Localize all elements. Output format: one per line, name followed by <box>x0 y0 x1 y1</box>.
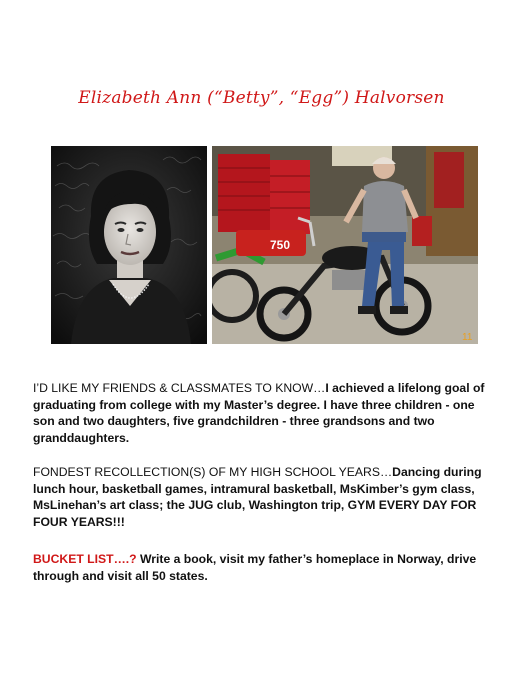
photo-date-stamp: 11 <box>462 332 473 343</box>
know-paragraph <box>33 380 493 446</box>
garage-illustration <box>212 146 478 344</box>
garage-motorcycle-photo <box>212 146 478 344</box>
svg-text:750: 750 <box>270 238 291 252</box>
bucket-paragraph <box>33 551 493 584</box>
bucket-text: Write a book, visit my father’s homeplace in Norway, drive through and visit all 50 states. <box>33 552 477 583</box>
portrait-illustration <box>51 146 207 344</box>
know-text: I achieved a lifelong goal of graduating from college with my Master’s degree. I have three children - one son and two daughters, five grandchildren - three grandsons and two granddaughters. <box>33 381 485 445</box>
know-heading: I’D LIKE MY FRIENDS & CLASSMATES TO KNOW… <box>33 381 326 395</box>
fondest-text: Dancing during lunch hour, basketball games, intramural basketball, MsKimber’s gym class, MsLinehan’s art class; the JUG club, Washington trip, GYM EVERY DAY FOR FOUR YEARS!!! <box>33 465 482 529</box>
fondest-paragraph <box>33 464 493 530</box>
bucket-heading: BUCKET LIST….? <box>33 552 137 566</box>
fondest-heading: FONDEST RECOLLECTION(S) OF MY HIGH SCHOOL YEARS… <box>33 465 393 479</box>
portrait-photo <box>51 146 207 344</box>
page-title: Elizabeth Ann (“Betty”, “Egg”) Halvorsen <box>78 88 445 108</box>
